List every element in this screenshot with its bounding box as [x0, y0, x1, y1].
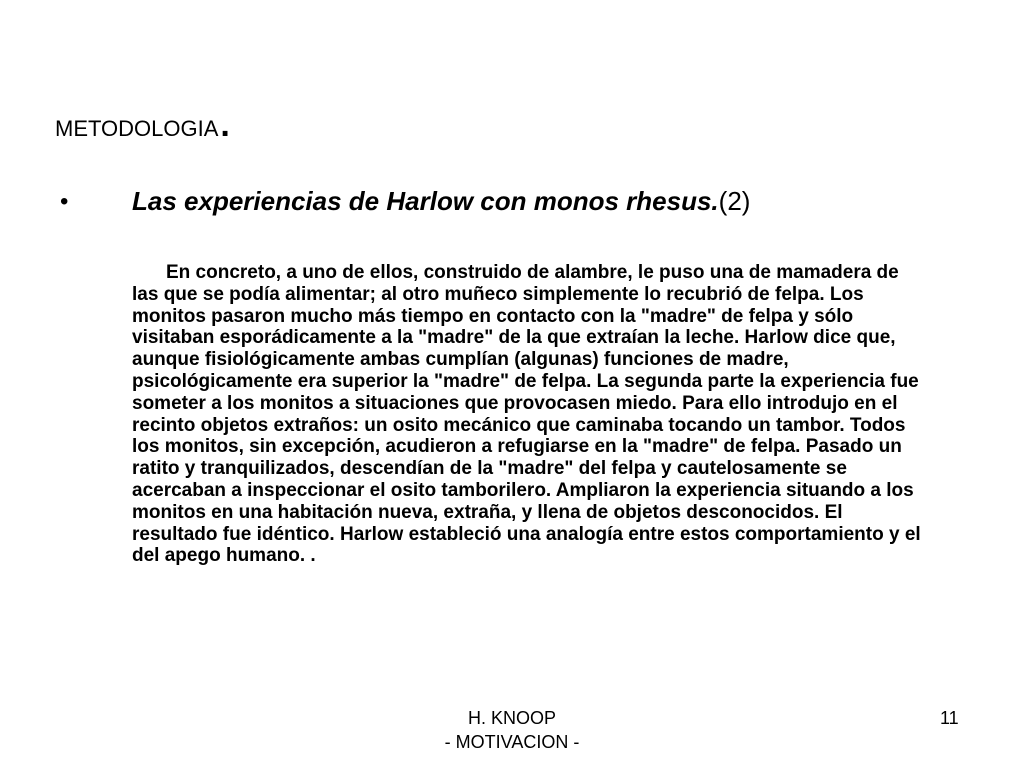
slide-heading-text: Las experiencias de Harlow con monos rhesus. [132, 186, 719, 216]
slide-heading-suffix: (2) [718, 186, 751, 216]
section-title [55, 108, 230, 146]
bullet-marker: • [60, 188, 69, 215]
footer-author-block [412, 706, 612, 754]
footer-author: H. KNOOP [467, 708, 556, 728]
footer-course: - MOTIVACION - [444, 732, 580, 752]
body-paragraph: En concreto, a uno de ellos, construido de alambre, le puso una de mamadera de las que se podía alimentar; al otro muñeco simplemente lo recubrió de felpa. Los monitos pasaron mucho más tiempo en contacto con la "madre" de felpa y sólo visitaban esporádicamente a la "madre" de la que extraían la leche. Harlow dice que, aunque fisiológicamente ambas cumplían (algunas) funciones de madre, psicológicamente era superior la "madre" de felpa. La segunda parte la experiencia fue someter a los monitos a situaciones que provocasen miedo. Para ello introdujo en el recinto objetos extraños: un osito mecánico que caminaba tocando un tambor. Todos los monitos, sin excepción, acudieron a refugiarse en la "madre" de felpa. Pasado un ratito y tranquilizados, descendían de la "madre" del felpa y cautelosamente se acercaban a inspeccionar el osito tamborilero. Ampliaron la experiencia situando a los monitos en una habitación nueva, extraña, y llena de objetos desconocidos. El resultado fue idéntico. Harlow estableció una analogía entre estos comportamiento y el del apego humano. . [132, 262, 921, 567]
slide-heading [132, 184, 750, 218]
page-number: 11 [940, 708, 959, 728]
section-title-dot: . [220, 106, 230, 144]
section-title-text: METODOLOGIA [55, 116, 219, 141]
